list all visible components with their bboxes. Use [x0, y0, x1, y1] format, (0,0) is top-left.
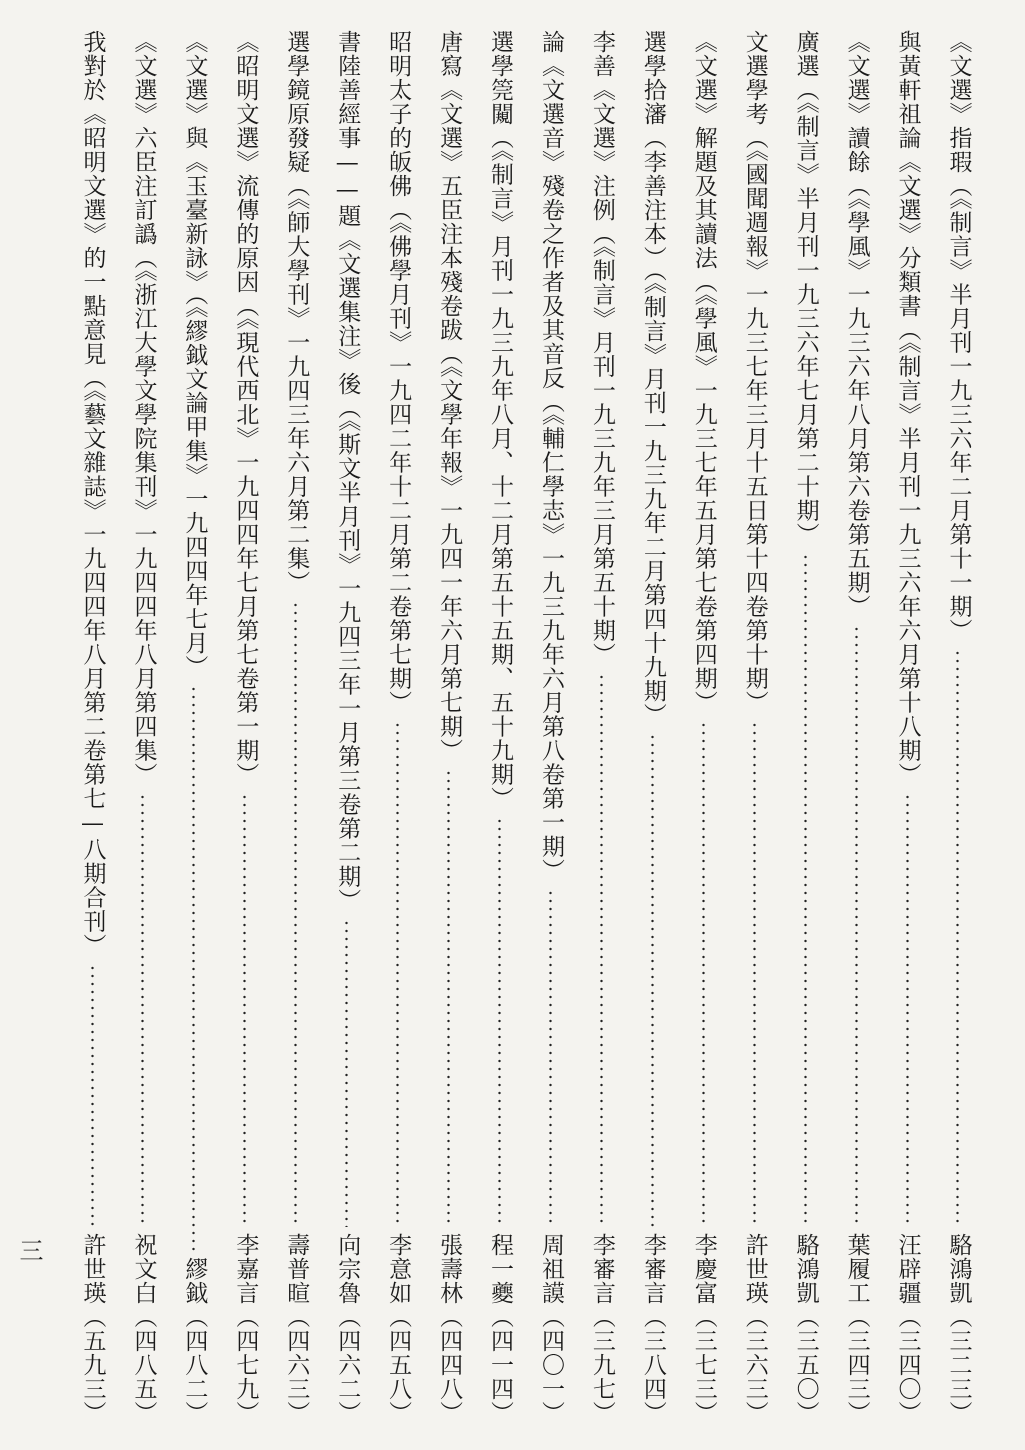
entry-author-page: 周祖謨（四〇一）	[537, 1233, 564, 1425]
entry-title: 《文選》解題及其讀法（《學風》一九三七年五月第七卷第四期）	[690, 30, 717, 715]
page-number: 三	[15, 1238, 43, 1262]
toc-entry	[681, 30, 725, 1425]
entry-title: 選學鏡原發疑（《師大學刊》一九四三年六月第二集）	[283, 30, 310, 595]
toc-entry	[783, 30, 827, 1425]
dot-leader	[855, 625, 858, 1228]
toc-entry	[376, 30, 420, 1425]
toc-entry	[834, 30, 878, 1425]
dot-leader	[956, 649, 959, 1228]
dot-leader	[804, 553, 807, 1228]
entry-title: 唐寫《文選》五臣注本殘卷跋（《文學年報》一九四一年六月第七期）	[436, 30, 463, 763]
toc-entry	[528, 30, 572, 1425]
dot-leader	[702, 721, 705, 1228]
toc-entry	[172, 30, 216, 1425]
dot-leader	[243, 793, 246, 1228]
entry-author-page: 駱鴻凱（三五〇）	[792, 1233, 819, 1425]
toc-entry	[579, 30, 623, 1425]
entry-title: 李善《文選》注例（《制言》月刊一九三九年三月第五十期）	[588, 30, 615, 667]
entry-author-page: 李審言（三九七）	[588, 1233, 615, 1425]
dot-leader	[906, 793, 909, 1228]
entry-title: 昭明太子的皈佛（《佛學月刊》一九四二年十二月第二卷第七期）	[385, 30, 412, 715]
toc-entry	[427, 30, 471, 1425]
entry-author-page: 李意如（四五八）	[385, 1233, 412, 1425]
toc-entry	[121, 30, 165, 1425]
entry-title: 《昭明文選》流傳的原因（《現代西北》一九四四年七月第七卷第一期）	[232, 30, 259, 787]
entry-title: 選學筦闚（《制言》月刊一九三九年八月、十二月第五十五期、五十九期）	[487, 30, 513, 811]
table-of-contents	[70, 30, 980, 1425]
toc-entry	[936, 30, 980, 1425]
dot-leader	[192, 685, 195, 1251]
entry-author-page: 程一夔（四一四）	[487, 1233, 513, 1425]
entry-author-page: 李嘉言（四七九）	[232, 1233, 259, 1425]
entry-title: 《文選》與《玉臺新詠》（《繆鉞文論甲集》一九四四年七月）	[181, 30, 208, 679]
entry-title: 書陸善經事——題《文選集注》後（《斯文半月刊》一九四三年一月第三卷第二期）	[334, 30, 361, 913]
entry-author-page: 繆鉞（四八二）	[181, 1257, 208, 1425]
entry-title: 《文選》指瑕（《制言》半月刊一九三六年二月第十一期）	[945, 30, 972, 643]
entry-author-page: 向宗魯（四六二）	[334, 1233, 361, 1425]
entry-title: 我對於《昭明文選》的一點意見（《藝文雜誌》一九四四年八月第二卷第七—八期合刊）	[79, 30, 106, 958]
entry-title: 文選學考（《國聞週報》一九三七年三月十五日第十四卷第十期）	[741, 30, 768, 715]
dot-leader	[753, 721, 756, 1228]
toc-entry	[274, 30, 318, 1425]
entry-title: 與黃軒祖論《文選》分類書（《制言》半月刊一九三六年六月第十八期）	[894, 30, 921, 787]
dot-leader	[294, 601, 297, 1228]
dot-leader	[447, 769, 450, 1228]
dot-leader	[396, 721, 399, 1228]
entry-title: 選學拾瀋（李善注本）（《制言》月刊一九三九年二月第四十九期）	[639, 30, 666, 727]
dot-leader	[651, 733, 654, 1227]
dot-leader	[345, 919, 348, 1228]
entry-title: 論《文選音》殘卷之作者及其音反（《輔仁學志》一九三九年六月第八卷第一期）	[537, 30, 564, 883]
dot-leader	[91, 964, 94, 1228]
entry-author-page: 許世瑛（三六三）	[741, 1233, 768, 1425]
toc-entry	[70, 30, 114, 1425]
toc-entry	[630, 30, 674, 1425]
dot-leader	[498, 817, 501, 1228]
toc-entry	[325, 30, 369, 1425]
toc-entry	[223, 30, 267, 1425]
entry-author-page: 許世瑛（五九三）	[79, 1233, 106, 1425]
entry-author-page: 壽普暄（四六三）	[283, 1233, 310, 1425]
entry-author-page: 駱鴻凱（三二三）	[945, 1233, 972, 1425]
toc-entry	[732, 30, 776, 1425]
entry-author-page: 汪辟疆（三四〇）	[894, 1233, 921, 1425]
entry-title: 廣選（《制言》半月刊一九三六年七月第二十期）	[792, 30, 819, 547]
dot-leader	[141, 793, 144, 1228]
entry-title: 《文選》讀餘（《學風》一九三六年八月第六卷第五期）	[843, 30, 870, 619]
dot-leader	[600, 673, 603, 1228]
entry-author-page: 張壽林（四四八）	[436, 1233, 463, 1425]
entry-author-page: 李慶富（三七三）	[690, 1233, 717, 1425]
entry-author-page: 葉履工（三四三）	[843, 1233, 870, 1425]
entry-title: 《文選》六臣注訂譌（《浙江大學文學院集刊》一九四四年八月第四集）	[130, 30, 157, 787]
dot-leader	[549, 889, 552, 1228]
entry-author-page: 李審言（三八四）	[639, 1233, 666, 1425]
entry-author-page: 祝文白（四八五）	[130, 1233, 157, 1425]
toc-entry	[478, 30, 522, 1425]
toc-entry	[885, 30, 929, 1425]
